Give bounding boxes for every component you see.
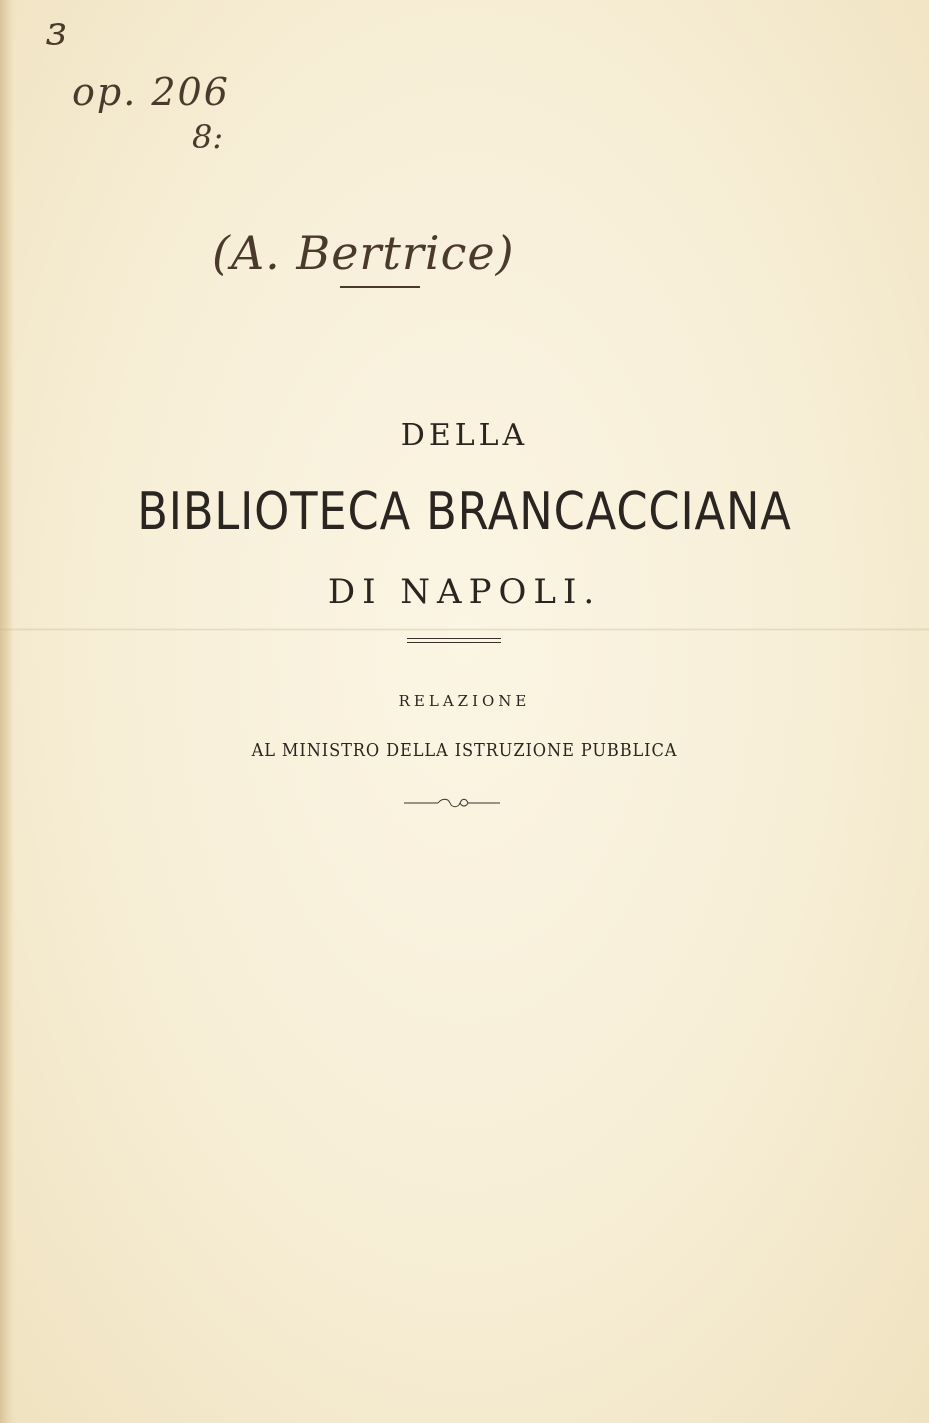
page-left-edge bbox=[0, 0, 14, 1423]
subtitle-relazione: RELAZIONE bbox=[398, 692, 531, 710]
title-line-biblioteca: BIBLIOTECA BRANCACCIANA bbox=[137, 482, 792, 542]
ornament-divider bbox=[402, 795, 502, 811]
double-rule-bottom bbox=[407, 642, 501, 643]
double-rule-top bbox=[407, 638, 501, 639]
handwritten-shelfmark: op. 206 bbox=[72, 70, 230, 114]
page-fold bbox=[0, 628, 929, 631]
handwritten-underline bbox=[340, 286, 420, 288]
title-line-napoli: DI NAPOLI. bbox=[327, 572, 602, 612]
title-line-della: DELLA bbox=[400, 418, 529, 453]
handwritten-mark: ɜ bbox=[46, 8, 67, 54]
handwritten-format: 8: bbox=[192, 118, 224, 156]
subtitle-ministro: AL MINISTRO DELLA ISTRUZIONE PUBBLICA bbox=[251, 740, 678, 761]
handwritten-name: (A. Bertrice) bbox=[212, 226, 515, 280]
